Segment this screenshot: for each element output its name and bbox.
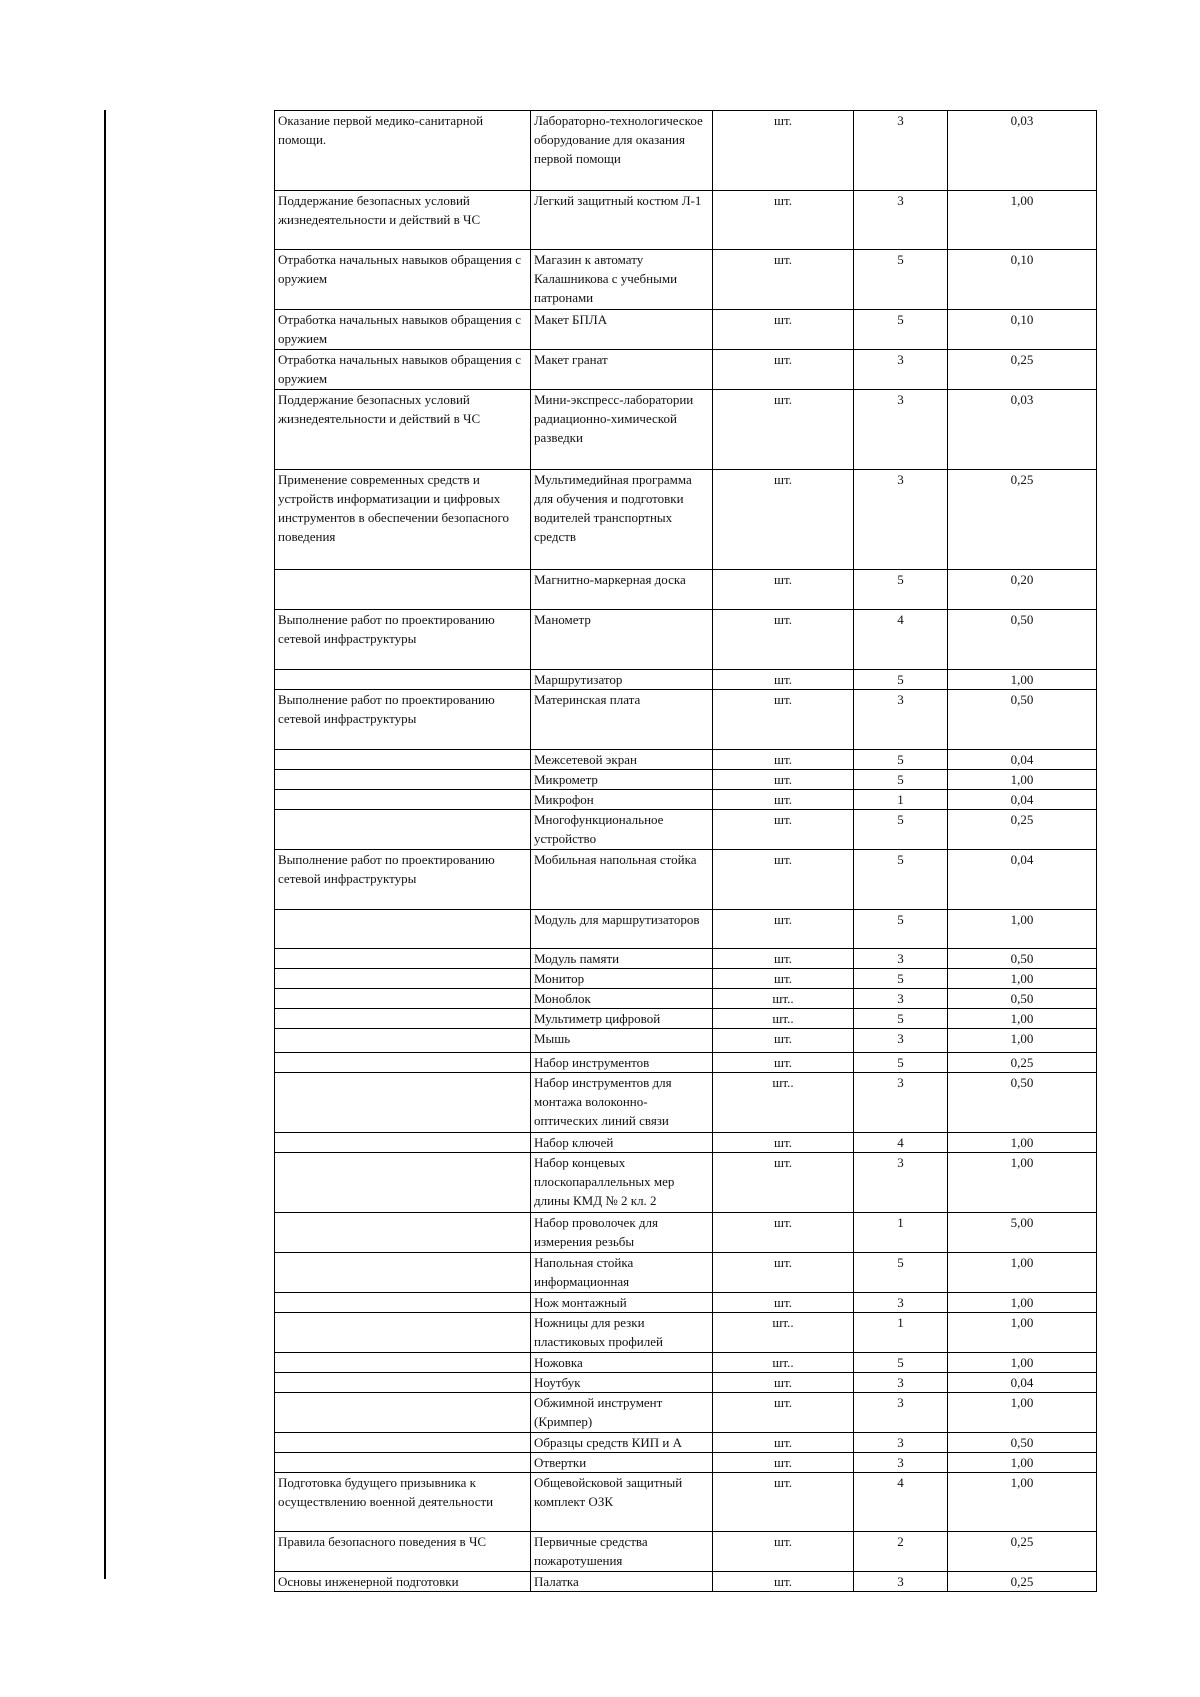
unit-cell: шт. (713, 1029, 854, 1053)
item-cell: Легкий защитный костюм Л-1 (531, 191, 713, 250)
activity-cell (275, 1153, 531, 1213)
table-row (275, 810, 1097, 850)
item-cell: Мышь (531, 1029, 713, 1053)
quantity-cell: 1 (854, 790, 948, 810)
activity-cell (275, 1009, 531, 1029)
item-cell: Микрометр (531, 770, 713, 790)
item-cell: Мобильная напольная стойка (531, 850, 713, 910)
unit-cell: шт. (713, 250, 854, 310)
coefficient-cell: 1,00 (948, 969, 1097, 989)
quantity-cell: 5 (854, 1353, 948, 1373)
unit-cell: шт. (713, 111, 854, 191)
table-row (275, 1433, 1097, 1453)
item-cell: Набор инструментов (531, 1053, 713, 1073)
table-row (275, 910, 1097, 949)
quantity-cell: 3 (854, 949, 948, 969)
item-cell: Модуль для маршрутизаторов (531, 910, 713, 949)
coefficient-cell: 0,03 (948, 111, 1097, 191)
unit-cell: шт. (713, 1393, 854, 1433)
coefficient-cell: 0,25 (948, 1572, 1097, 1592)
coefficient-cell: 0,50 (948, 1073, 1097, 1133)
coefficient-cell: 1,00 (948, 670, 1097, 690)
activity-cell (275, 1453, 531, 1473)
unit-cell: шт. (713, 1373, 854, 1393)
item-cell: Модуль памяти (531, 949, 713, 969)
coefficient-cell: 1,00 (948, 191, 1097, 250)
item-cell: Образцы средств КИП и А (531, 1433, 713, 1453)
quantity-cell: 3 (854, 111, 948, 191)
quantity-cell: 5 (854, 1253, 948, 1293)
item-cell: Межсетевой экран (531, 750, 713, 770)
table-row (275, 670, 1097, 690)
quantity-cell: 5 (854, 969, 948, 989)
activity-cell: Отработка начальных навыков обращения с оружием (275, 350, 531, 390)
table-row (275, 310, 1097, 350)
coefficient-cell: 1,00 (948, 1353, 1097, 1373)
coefficient-cell: 0,04 (948, 850, 1097, 910)
activity-cell: Применение современных средств и устройств информатизации и цифровых инструментов в обеспечении безопасного поведения (275, 470, 531, 570)
unit-cell: шт. (713, 750, 854, 770)
unit-cell: шт. (713, 191, 854, 250)
item-cell: Макет БПЛА (531, 310, 713, 350)
unit-cell: шт. (713, 1153, 854, 1213)
activity-cell (275, 989, 531, 1009)
activity-cell (275, 1213, 531, 1253)
quantity-cell: 5 (854, 750, 948, 770)
unit-cell: шт. (713, 390, 854, 470)
unit-cell: шт. (713, 1053, 854, 1073)
table-row (275, 1253, 1097, 1293)
activity-cell: Правила безопасного поведения в ЧС (275, 1532, 531, 1572)
quantity-cell: 3 (854, 350, 948, 390)
activity-cell: Выполнение работ по проектированию сетевой инфраструктуры (275, 610, 531, 670)
table-row (275, 1153, 1097, 1213)
activity-cell (275, 750, 531, 770)
quantity-cell: 3 (854, 1073, 948, 1133)
quantity-cell: 3 (854, 1293, 948, 1313)
table-row (275, 350, 1097, 390)
coefficient-cell: 1,00 (948, 1029, 1097, 1053)
activity-cell: Поддержание безопасных условий жизнедеятельности и действий в ЧС (275, 390, 531, 470)
unit-cell: шт. (713, 910, 854, 949)
table-row (275, 790, 1097, 810)
quantity-cell: 5 (854, 1053, 948, 1073)
coefficient-cell: 1,00 (948, 910, 1097, 949)
table-row (275, 1213, 1097, 1253)
coefficient-cell: 1,00 (948, 1313, 1097, 1353)
activity-cell (275, 1433, 531, 1453)
coefficient-cell: 0,50 (948, 610, 1097, 670)
table-row (275, 750, 1097, 770)
activity-cell: Отработка начальных навыков обращения с оружием (275, 310, 531, 350)
item-cell: Макет гранат (531, 350, 713, 390)
item-cell: Ноутбук (531, 1373, 713, 1393)
item-cell: Общевойсковой защитный комплект ОЗК (531, 1473, 713, 1532)
table-row (275, 1053, 1097, 1073)
activity-cell (275, 1053, 531, 1073)
table-row (275, 610, 1097, 670)
table-row (275, 1532, 1097, 1572)
activity-cell (275, 1073, 531, 1133)
item-cell: Палатка (531, 1572, 713, 1592)
activity-cell (275, 1293, 531, 1313)
coefficient-cell: 0,04 (948, 1373, 1097, 1393)
unit-cell: шт.. (713, 1073, 854, 1133)
unit-cell: шт. (713, 350, 854, 390)
item-cell: Мини-экспресс-лаборатории радиационно-химической разведки (531, 390, 713, 470)
coefficient-cell: 0,10 (948, 310, 1097, 350)
activity-cell: Основы инженерной подготовки (275, 1572, 531, 1592)
coefficient-cell: 1,00 (948, 770, 1097, 790)
coefficient-cell: 1,00 (948, 1453, 1097, 1473)
activity-cell (275, 1373, 531, 1393)
activity-cell (275, 570, 531, 610)
quantity-cell: 1 (854, 1213, 948, 1253)
quantity-cell: 3 (854, 470, 948, 570)
activity-cell: Подготовка будущего призывника к осуществлению военной деятельности (275, 1473, 531, 1532)
quantity-cell: 4 (854, 610, 948, 670)
unit-cell: шт.. (713, 1009, 854, 1029)
coefficient-cell: 0,25 (948, 470, 1097, 570)
table-row (275, 989, 1097, 1009)
coefficient-cell: 0,25 (948, 1532, 1097, 1572)
coefficient-cell: 0,50 (948, 690, 1097, 750)
quantity-cell: 5 (854, 770, 948, 790)
unit-cell: шт. (713, 1433, 854, 1453)
left-margin-rule (104, 110, 106, 1579)
unit-cell: шт. (713, 690, 854, 750)
activity-cell: Выполнение работ по проектированию сетевой инфраструктуры (275, 850, 531, 910)
coefficient-cell: 1,00 (948, 1293, 1097, 1313)
coefficient-cell: 1,00 (948, 1009, 1097, 1029)
quantity-cell: 3 (854, 690, 948, 750)
item-cell: Ножницы для резки пластиковых профилей (531, 1313, 713, 1353)
activity-cell (275, 1253, 531, 1293)
coefficient-cell: 0,20 (948, 570, 1097, 610)
quantity-cell: 1 (854, 1313, 948, 1353)
item-cell: Набор ключей (531, 1133, 713, 1153)
quantity-cell: 5 (854, 250, 948, 310)
activity-cell (275, 1133, 531, 1153)
activity-cell (275, 910, 531, 949)
coefficient-cell: 0,50 (948, 989, 1097, 1009)
table-row (275, 250, 1097, 310)
activity-cell (275, 1313, 531, 1353)
item-cell: Микрофон (531, 790, 713, 810)
quantity-cell: 2 (854, 1532, 948, 1572)
table-row (275, 191, 1097, 250)
table-row (275, 949, 1097, 969)
quantity-cell: 3 (854, 1153, 948, 1213)
coefficient-cell: 1,00 (948, 1133, 1097, 1153)
quantity-cell: 5 (854, 810, 948, 850)
item-cell: Обжимной инструмент (Кримпер) (531, 1393, 713, 1433)
unit-cell: шт. (713, 969, 854, 989)
item-cell: Набор проволочек для измерения резьбы (531, 1213, 713, 1253)
quantity-cell: 3 (854, 1393, 948, 1433)
item-cell: Маршрутизатор (531, 670, 713, 690)
quantity-cell: 5 (854, 670, 948, 690)
unit-cell: шт. (713, 1293, 854, 1313)
activity-cell (275, 770, 531, 790)
unit-cell: шт. (713, 1473, 854, 1532)
quantity-cell: 3 (854, 989, 948, 1009)
unit-cell: шт. (713, 810, 854, 850)
item-cell: Лабораторно-технологическое оборудование для оказания первой помощи (531, 111, 713, 191)
coefficient-cell: 0,25 (948, 810, 1097, 850)
table-row (275, 1029, 1097, 1053)
unit-cell: шт. (713, 1572, 854, 1592)
quantity-cell: 4 (854, 1133, 948, 1153)
unit-cell: шт.. (713, 1313, 854, 1353)
quantity-cell: 4 (854, 1473, 948, 1532)
item-cell: Монитор (531, 969, 713, 989)
activity-cell (275, 1393, 531, 1433)
coefficient-cell: 1,00 (948, 1153, 1097, 1213)
table-row (275, 1393, 1097, 1433)
unit-cell: шт. (713, 570, 854, 610)
coefficient-cell: 1,00 (948, 1253, 1097, 1293)
coefficient-cell: 5,00 (948, 1213, 1097, 1253)
quantity-cell: 3 (854, 1029, 948, 1053)
table-row (275, 1133, 1097, 1153)
table-row (275, 1009, 1097, 1029)
quantity-cell: 5 (854, 910, 948, 949)
activity-cell (275, 969, 531, 989)
coefficient-cell: 0,50 (948, 1433, 1097, 1453)
unit-cell: шт. (713, 1453, 854, 1473)
unit-cell: шт. (713, 850, 854, 910)
quantity-cell: 3 (854, 1373, 948, 1393)
table-row (275, 470, 1097, 570)
quantity-cell: 3 (854, 1453, 948, 1473)
table-row (275, 1373, 1097, 1393)
item-cell: Набор концевых плоскопараллельных мер длины КМД № 2 кл. 2 (531, 1153, 713, 1213)
quantity-cell: 5 (854, 1009, 948, 1029)
unit-cell: шт. (713, 470, 854, 570)
unit-cell: шт. (713, 1253, 854, 1293)
item-cell: Моноблок (531, 989, 713, 1009)
activity-cell: Оказание первой медико-санитарной помощи. (275, 111, 531, 191)
item-cell: Набор инструментов для монтажа волоконно-оптических линий связи (531, 1073, 713, 1133)
table-row (275, 1453, 1097, 1473)
table-row (275, 770, 1097, 790)
item-cell: Манометр (531, 610, 713, 670)
unit-cell: шт. (713, 790, 854, 810)
table-row (275, 570, 1097, 610)
coefficient-cell: 0,04 (948, 750, 1097, 770)
unit-cell: шт. (713, 670, 854, 690)
item-cell: Нож монтажный (531, 1293, 713, 1313)
table-row (275, 1473, 1097, 1532)
activity-cell (275, 790, 531, 810)
quantity-cell: 3 (854, 390, 948, 470)
quantity-cell: 5 (854, 310, 948, 350)
table-row (275, 690, 1097, 750)
table-row (275, 969, 1097, 989)
coefficient-cell: 0,10 (948, 250, 1097, 310)
table-row (275, 111, 1097, 191)
activity-cell (275, 670, 531, 690)
item-cell: Многофункциональное устройство (531, 810, 713, 850)
coefficient-cell: 0,04 (948, 790, 1097, 810)
table-row (275, 1293, 1097, 1313)
activity-cell (275, 1353, 531, 1373)
activity-cell (275, 810, 531, 850)
activity-cell (275, 1029, 531, 1053)
unit-cell: шт. (713, 1213, 854, 1253)
coefficient-cell: 1,00 (948, 1473, 1097, 1532)
unit-cell: шт. (713, 310, 854, 350)
item-cell: Материнская плата (531, 690, 713, 750)
coefficient-cell: 0,25 (948, 1053, 1097, 1073)
item-cell: Мультиметр цифровой (531, 1009, 713, 1029)
table-row (275, 1073, 1097, 1133)
item-cell: Магазин к автомату Калашникова с учебными патронами (531, 250, 713, 310)
activity-cell (275, 949, 531, 969)
table-row (275, 1353, 1097, 1373)
table-row (275, 1572, 1097, 1592)
item-cell: Ножовка (531, 1353, 713, 1373)
activity-cell: Отработка начальных навыков обращения с оружием (275, 250, 531, 310)
unit-cell: шт. (713, 1532, 854, 1572)
item-cell: Отвертки (531, 1453, 713, 1473)
coefficient-cell: 1,00 (948, 1393, 1097, 1433)
unit-cell: шт. (713, 770, 854, 790)
coefficient-cell: 0,25 (948, 350, 1097, 390)
quantity-cell: 5 (854, 570, 948, 610)
unit-cell: шт. (713, 949, 854, 969)
table-row (275, 390, 1097, 470)
activity-cell: Поддержание безопасных условий жизнедеятельности и действий в ЧС (275, 191, 531, 250)
item-cell: Первичные средства пожаротушения (531, 1532, 713, 1572)
unit-cell: шт.. (713, 989, 854, 1009)
unit-cell: шт. (713, 610, 854, 670)
table-row (275, 1313, 1097, 1353)
equipment-table (274, 110, 1097, 1592)
coefficient-cell: 0,50 (948, 949, 1097, 969)
table-row (275, 850, 1097, 910)
item-cell: Напольная стойка информационная (531, 1253, 713, 1293)
quantity-cell: 5 (854, 850, 948, 910)
unit-cell: шт. (713, 1133, 854, 1153)
coefficient-cell: 0,03 (948, 390, 1097, 470)
item-cell: Мультимедийная программа для обучения и подготовки водителей транспортных средств (531, 470, 713, 570)
quantity-cell: 3 (854, 1572, 948, 1592)
quantity-cell: 3 (854, 191, 948, 250)
unit-cell: шт.. (713, 1353, 854, 1373)
item-cell: Магнитно-маркерная доска (531, 570, 713, 610)
activity-cell: Выполнение работ по проектированию сетевой инфраструктуры (275, 690, 531, 750)
quantity-cell: 3 (854, 1433, 948, 1453)
